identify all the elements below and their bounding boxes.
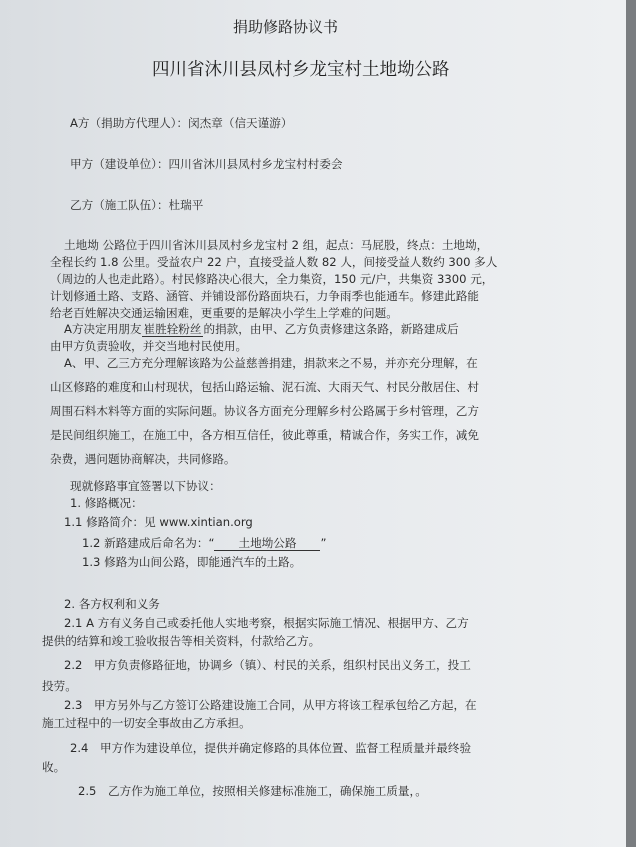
document-title: 捐助修路协议书	[233, 18, 339, 36]
paragraph-2-line: 由甲方负责验收，并交当地村民使用。	[50, 339, 248, 353]
section-2-4-line: 2.4 甲方作为建设单位，提供并确定修路的具体位置、监督工程质量并最终验	[70, 741, 472, 755]
road-name: 土地坳公路	[214, 536, 320, 551]
paragraph-2-post: 的捐款，由甲、乙方负责修建这条路，新路建成后	[203, 322, 459, 336]
section-1-2-post: ”	[320, 536, 327, 550]
section-2-2-line: 投劳。	[42, 679, 77, 693]
party-a-donor: A方（捐助方代理人）：闵杰章（信天谨游）	[70, 116, 293, 130]
section-2-2-line: 2.2 甲方负责修路征地，协调乡（镇）、村民的关系，组织村民出义务工，投工	[64, 658, 471, 672]
party-yi: 乙方（施工队伍）：杜瑞平	[70, 198, 204, 212]
section-1-3: 1.3 修路为山间公路，即能通汽车的土路。	[82, 555, 302, 569]
paragraph-3-line: 是民间组织施工，在施工中，各方相互信任，彼此尊重，精诚合作，务实工作，减免	[50, 428, 479, 442]
section-1-heading: 1. 修路概况：	[70, 496, 143, 510]
agreement-intro: 现就修路事宜签署以下协议：	[70, 479, 221, 493]
section-1-1: 1.1 修路简介：见 www.xintian.org	[64, 515, 253, 529]
paragraph-1-line: 计划修通土路、支路、涵管、并铺设部份路面块石，力争雨季也能通车。修建此路能	[50, 289, 479, 303]
section-2-5: 2.5 乙方作为施工单位，按照相关修建标准施工，确保施工质量，。	[78, 784, 427, 798]
section-2-heading: 2. 各方权利和义务	[64, 597, 160, 611]
paragraph-1-line: （周边的人也走此路）。村民修路决心很大，全力集资，150 元/户，共集资 3300 元，	[50, 272, 494, 286]
background-edge	[626, 0, 636, 847]
paragraph-3-line: 杂费，遇问题协商解决，共同修路。	[50, 452, 236, 466]
paragraph-3-line: A、甲、乙三方充分理解该路为公益慈善捐建，捐款来之不易，并亦充分理解，在	[64, 356, 478, 370]
paragraph-2-line	[64, 322, 459, 336]
paragraph-1-line: 土地坳 公路位于四川省沐川县凤村乡龙宝村 2 组，起点：马屁股，终点：土地坳，	[64, 238, 489, 252]
section-1-2-pre: 1.2 新路建成后命名为：“	[82, 536, 215, 550]
paragraph-1-line: 给老百姓解决交通运输困难，更重要的是解决小学生上学难的问题。	[50, 306, 398, 320]
party-jia: 甲方（建设单位）：四川省沐川县凤村乡龙宝村村委会	[70, 157, 343, 171]
section-2-4-line: 收。	[42, 760, 66, 774]
paragraph-2-pre: A方决定用朋友	[64, 322, 142, 336]
paragraph-1-line: 全程长约 1.8 公里。受益农户 22 户，直接受益人数 82 人，间接受益人数约 300 多人	[50, 255, 498, 269]
document-subtitle: 四川省沐川县凤村乡龙宝村土地坳公路	[152, 60, 450, 80]
paragraph-3-line: 周围石料木料等方面的实际问题。协议各方面充分理解乡村公路属于乡村管理，乙方	[50, 404, 479, 418]
section-1-2	[82, 536, 326, 550]
donor-friend-name: 崔胜辁粉丝	[143, 322, 202, 336]
section-2-1-line: 提供的结算和竣工验收报告等相关资料，付款给乙方。	[42, 634, 321, 648]
section-2-3-line: 施工过程中的一切安全事故由乙方承担。	[42, 716, 251, 730]
section-2-3-line: 2.3 甲方另外与乙方签订公路建设施工合同，从甲方将该工程承包给乙方起，在	[64, 698, 477, 712]
section-2-1-line: 2.1 A 方有义务自己或委托他人实地考察，根据实际施工情况、根据甲方、乙方	[64, 616, 469, 630]
paragraph-3-line: 山区修路的难度和山村现状，包括山路运输、泥石流、大雨天气、村民分散居住、村	[50, 380, 479, 394]
